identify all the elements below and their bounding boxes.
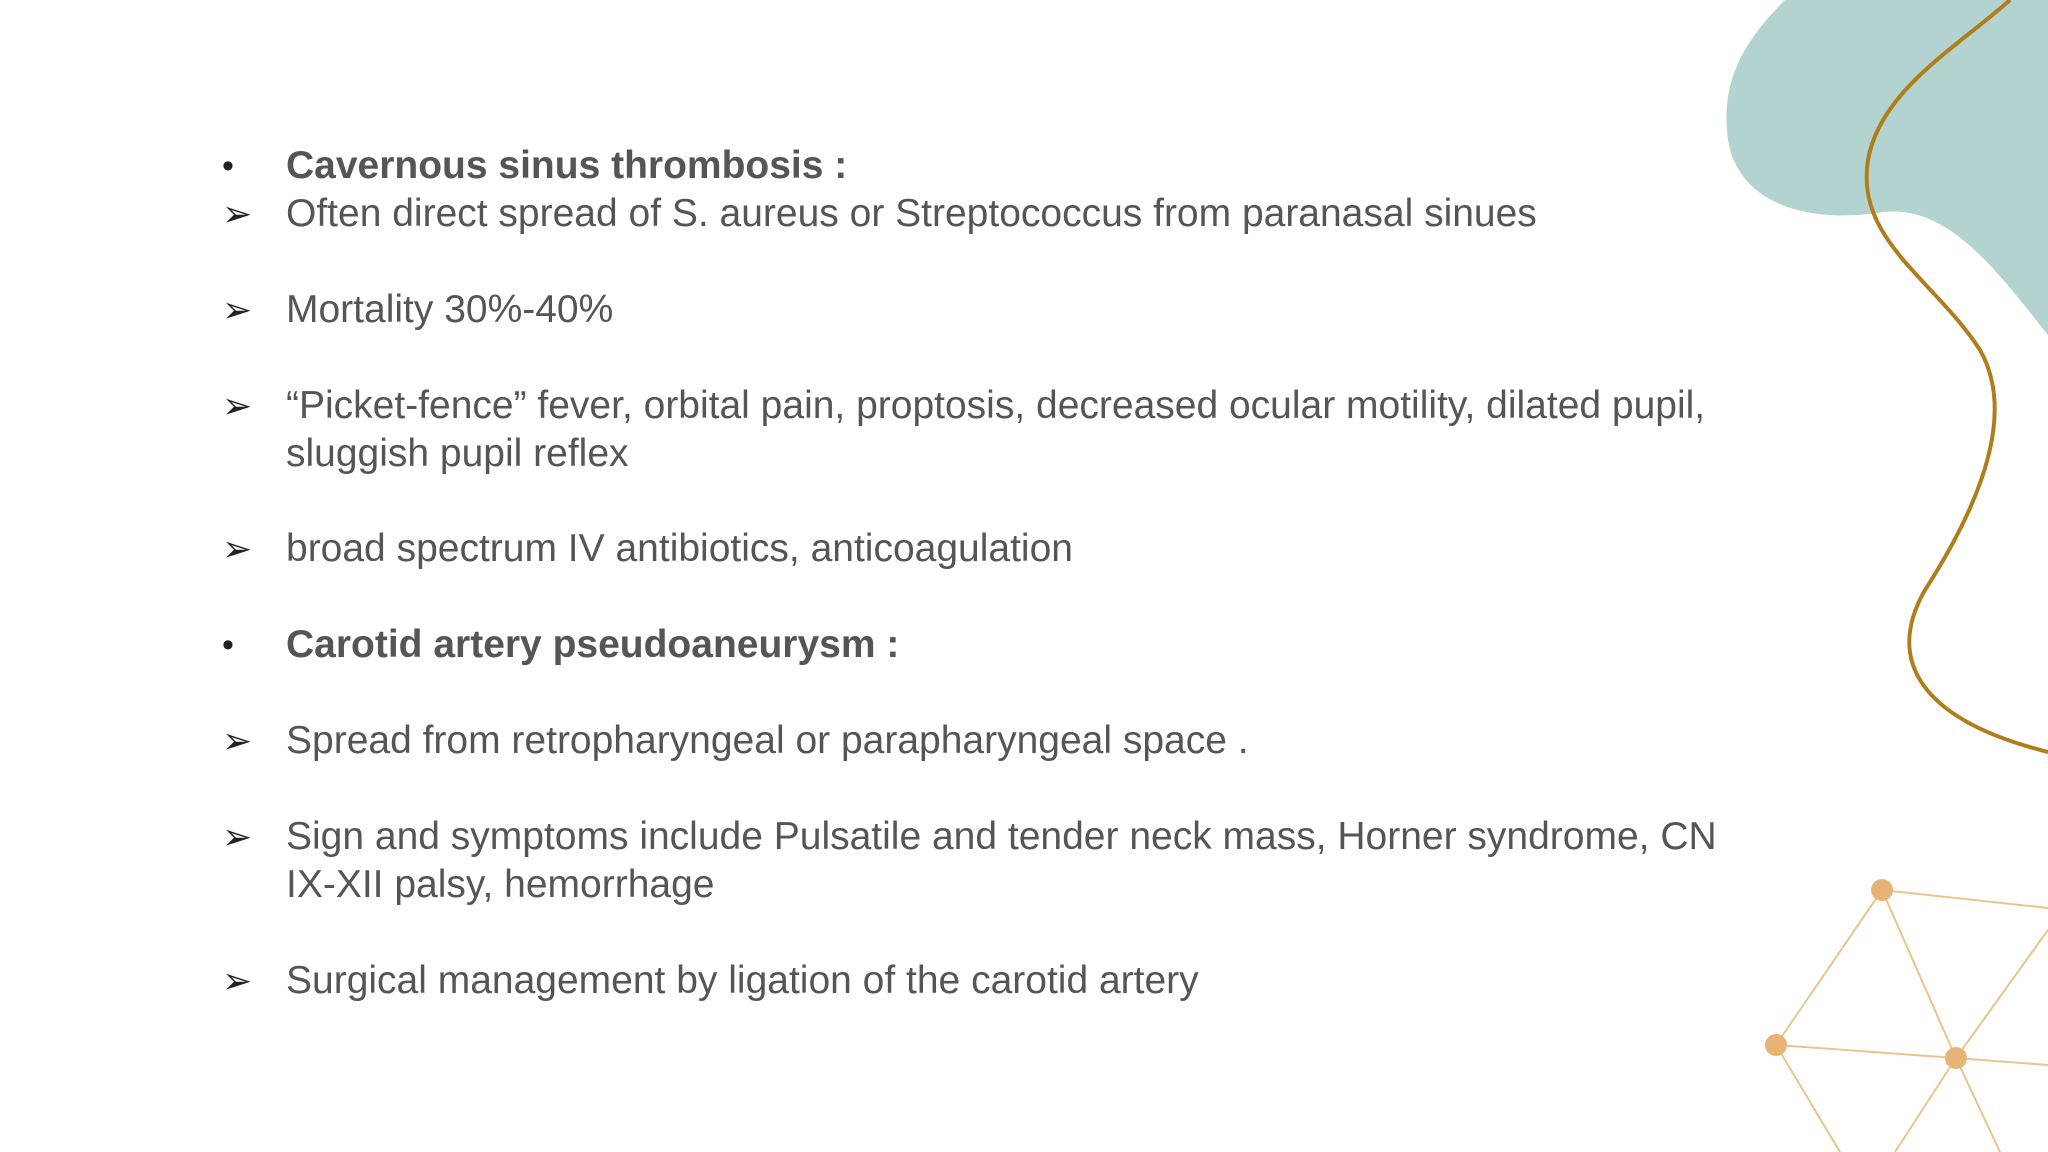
section-heading: Carotid artery pseudoaneurysm : — [286, 623, 900, 666]
arrow-bullet-icon: ➢ — [222, 960, 253, 1001]
teal-blob-shape — [1727, 0, 2048, 335]
arrow-bullet-icon: ➢ — [222, 193, 253, 234]
arrow-bullet-icon: ➢ — [222, 816, 253, 857]
bullet-icon: • — [222, 147, 234, 185]
list-item-text: broad spectrum IV antibiotics, anticoagulation — [286, 527, 1073, 570]
list-item-text: Mortality 30%-40% — [286, 288, 614, 331]
network-node-dot — [1945, 1047, 1967, 1069]
bullet-icon: • — [222, 626, 234, 664]
network-node-dot — [1765, 1034, 1787, 1056]
network-node-dot — [1871, 879, 1893, 901]
arrow-bullet-icon: ➢ — [222, 289, 253, 330]
arrow-bullet-icon: ➢ — [222, 528, 253, 569]
arrow-bullet-icon: ➢ — [222, 385, 253, 426]
list-item-text: IX-XII palsy, hemorrhage — [286, 863, 715, 906]
list-item-text: Surgical management by ligation of the carotid artery — [286, 959, 1199, 1002]
list-item-text: “Picket-fence” fever, orbital pain, proptosis, decreased ocular motility, dilated pupil, — [286, 384, 1706, 427]
list-item-text: Spread from retropharyngeal or parapharyngeal space . — [286, 719, 1249, 762]
section-heading: Cavernous sinus thrombosis : — [286, 144, 848, 187]
list-item-text: sluggish pupil reflex — [286, 432, 629, 475]
network-nodes-graphic — [1776, 890, 2048, 1152]
list-item-text: Sign and symptoms include Pulsatile and tender neck mass, Horner syndrome, CN — [286, 815, 1717, 858]
arrow-bullet-icon: ➢ — [222, 720, 253, 761]
list-item-text: Often direct spread of S. aureus or Streptococcus from paranasal sinues — [286, 192, 1537, 235]
gold-curve-line — [1867, 0, 2048, 752]
